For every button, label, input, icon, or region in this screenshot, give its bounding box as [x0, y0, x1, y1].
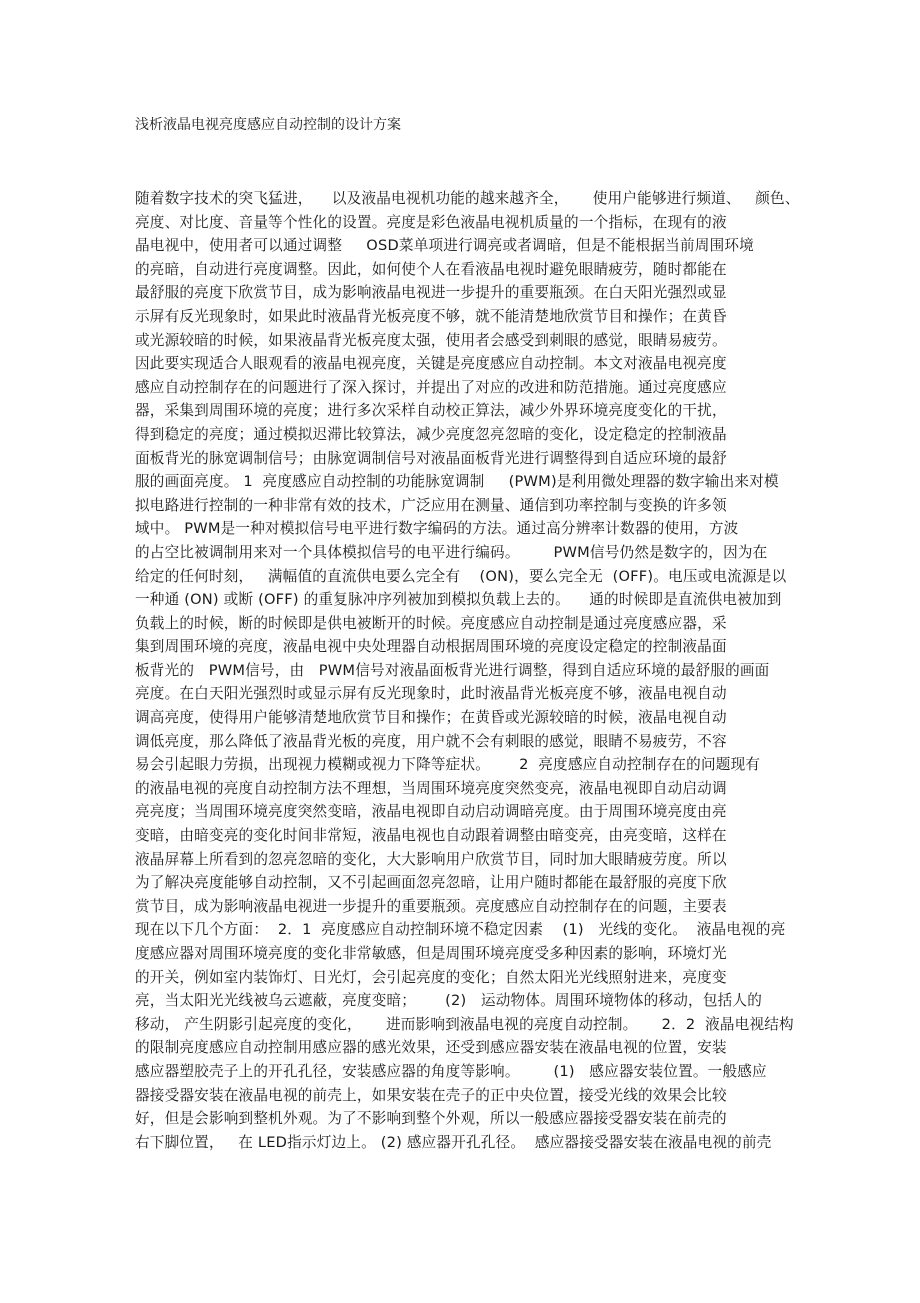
text-line: 板背光的 PWM信号，由 PWM信号对液晶面板背光进行调整，得到自适应环境的最舒服的画面: [135, 661, 770, 679]
text-line: 右下脚位置， 在 LED指示灯边上。 (2) 感应器开孔孔径。 感应器接受器安装在液晶电视的前壳: [135, 1133, 772, 1151]
text-line: 随着数字技术的突飞猛进， 以及液晶电视机功能的越来越齐全， 使用户能够进行频道、 颜色、: [135, 190, 800, 207]
text-line: 域中。 PWM是一种对模拟信号电平进行数字编码的方法。通过高分辨率计数器的使用，方波: [135, 520, 739, 538]
text-line: 感应自动控制存在的问题进行了深入探讨，并提出了对应的改进和防范措施。通过亮度感应: [135, 378, 727, 396]
text-line: 因此要实现适合人眼观看的液晶电视亮度，关键是亮度感应自动控制。本文对液晶电视亮度: [135, 355, 727, 373]
text-line: 变暗，由暗变亮的变化时间非常短，液晶电视也自动跟着调整由暗变亮，由亮变暗，这样在: [135, 827, 727, 845]
text-line: 亮亮度；当周围环境亮度突然变暗，液晶电视即自动启动调暗亮度。由于周围环境亮度由亮: [135, 803, 727, 821]
text-line: 负载上的时候，断的时候即是供电被断开的时候。亮度感应自动控制是通过亮度感应器，采: [135, 614, 727, 632]
text-line: 调高亮度，使得用户能够清楚地欣赏节目和操作；在黄昏或光源较暗的时候，液晶电视自动: [135, 709, 727, 727]
text-line: 器接受器安装在液晶电视的前壳上，如果安装在壳子的正中央位置，接受光线的效果会比较: [135, 1086, 727, 1104]
text-line: 器，采集到周围环境的亮度；进行多次采样自动校正算法，减少外界环境亮度变化的干扰，: [135, 402, 727, 420]
text-line: 移动， 产生阴影引起亮度的变化， 进而影响到液晶电视的亮度自动控制。 2．2 液晶电视结构: [135, 1015, 794, 1033]
text-line: 易会引起眼力劳损，出现视力模糊或视力下降等症状。 2 亮度感应自动控制存在的问题现有: [135, 756, 761, 774]
text-line: 得到稳定的亮度；通过模拟迟滞比较算法，减少亮度忽亮忽暗的变化，设定稳定的控制液晶: [135, 425, 727, 443]
text-line: 感应器塑胶壳子上的开孔孔径，安装感应器的角度等影响。 (1) 感应器安装位置。一般感应: [135, 1062, 767, 1080]
text-line: 赏节目，成为影响液晶电视进一步提升的重要瓶颈。亮度感应自动控制存在的问题，主要表: [135, 897, 727, 915]
text-line: 调低亮度，那么降低了液晶背光板的亮度，用户就不会有刺眼的感觉，眼睛不易疲劳，不容: [135, 732, 727, 750]
text-line: 一种通 (ON) 或断 (OFF) 的重复脉冲序列被加到模拟负载上去的。 通的时候即是直流供电被加到: [135, 591, 782, 609]
text-line: 的亮暗，自动进行亮度调整。因此，如何使个人在看液晶电视时避免眼睛疲劳，随时都能在: [135, 260, 727, 278]
text-line: 服的画面亮度。 1 亮度感应自动控制的功能脉宽调制 (PWM)是利用微处理器的数字输出来对模: [135, 473, 779, 491]
text-line: 亮度、对比度、音量等个性化的设置。亮度是彩色液晶电视机质量的一个指标，在现有的液: [135, 213, 727, 231]
text-line: 亮，当太阳光光线被乌云遮蔽，亮度变暗； (2) 运动物体。周围环境物体的移动，包括人的: [135, 992, 762, 1010]
text-line: 示屏有反光现象时，如果此时液晶背光板亮度不够，就不能清楚地欣赏节目和操作；在黄昏: [135, 307, 727, 325]
text-line: 拟电路进行控制的一种非常有效的技术，广泛应用在测量、通信到功率控制与变换的许多领: [135, 496, 727, 514]
text-line: 的限制亮度感应自动控制用感应器的感光效果，还受到感应器安装在液晶电视的位置，安装: [135, 1039, 727, 1057]
text-line: 的开关，例如室内装饰灯、日光灯，会引起亮度的变化；自然太阳光光线照射进来，亮度变: [135, 968, 727, 986]
text-line: 的液晶电视的亮度自动控制方法不理想，当周围环境亮度突然变亮，液晶电视即自动启动调: [135, 779, 727, 797]
text-line: 给定的任何时刻， 满幅值的直流供电要么完全有 (ON)，要么完全无 (OFF)。电压或电流源是以: [135, 567, 787, 585]
text-line: 晶电视中，使用者可以通过调整 OSD菜单项进行调亮或者调暗，但是不能根据当前周围环境: [135, 237, 754, 255]
text-line: 最舒服的亮度下欣赏节目，成为影响液晶电视进一步提升的重要瓶颈。在白天阳光强烈或显: [135, 284, 727, 302]
text-line: 好，但是会影响到整机外观。为了不影响到整个外观，所以一般感应器接受器安装在前壳的: [135, 1110, 727, 1128]
text-line: 液晶屏幕上所看到的忽亮忽暗的变化，大大影响用户欣赏节目，同时加大眼睛疲劳度。所以: [135, 850, 727, 868]
text-line: 集到周围环境的亮度，液晶电视中央处理器自动根据周围环境的亮度设定稳定的控制液晶面: [135, 638, 727, 656]
text-line: 或光源较暗的时候，如果液晶背光板亮度太强，使用者会感受到刺眼的感觉，眼睛易疲劳。: [135, 331, 727, 349]
text-line: 度感应器对周围环境亮度的变化非常敏感，但是周围环境亮度受多种因素的影响，环境灯光: [135, 945, 727, 962]
text-line: 面板背光的脉宽调制信号；由脉宽调制信号对液晶面板背光进行调整得到自适应环境的最舒: [135, 449, 727, 467]
text-line: 为了解决亮度能够自动控制，又不引起画面忽亮忽暗，让用户随时都能在最舒服的亮度下欣: [135, 874, 727, 892]
document-title: 浅析液晶电视亮度感应自动控制的设计方案: [135, 117, 401, 133]
text-line: 的占空比被调制用来对一个具体模拟信号的电平进行编码。 PWM信号仍然是数字的，因为在: [135, 543, 768, 561]
text-line: 亮度。在白天阳光强烈时或显示屏有反光现象时，此时液晶背光板亮度不够，液晶电视自动: [135, 685, 727, 703]
document-body: [135, 187, 800, 1154]
text-line: 现在以下几个方面： 2．1 亮度感应自动控制环境不稳定因素 (1) 光线的变化。 液晶电视的亮: [135, 921, 786, 939]
